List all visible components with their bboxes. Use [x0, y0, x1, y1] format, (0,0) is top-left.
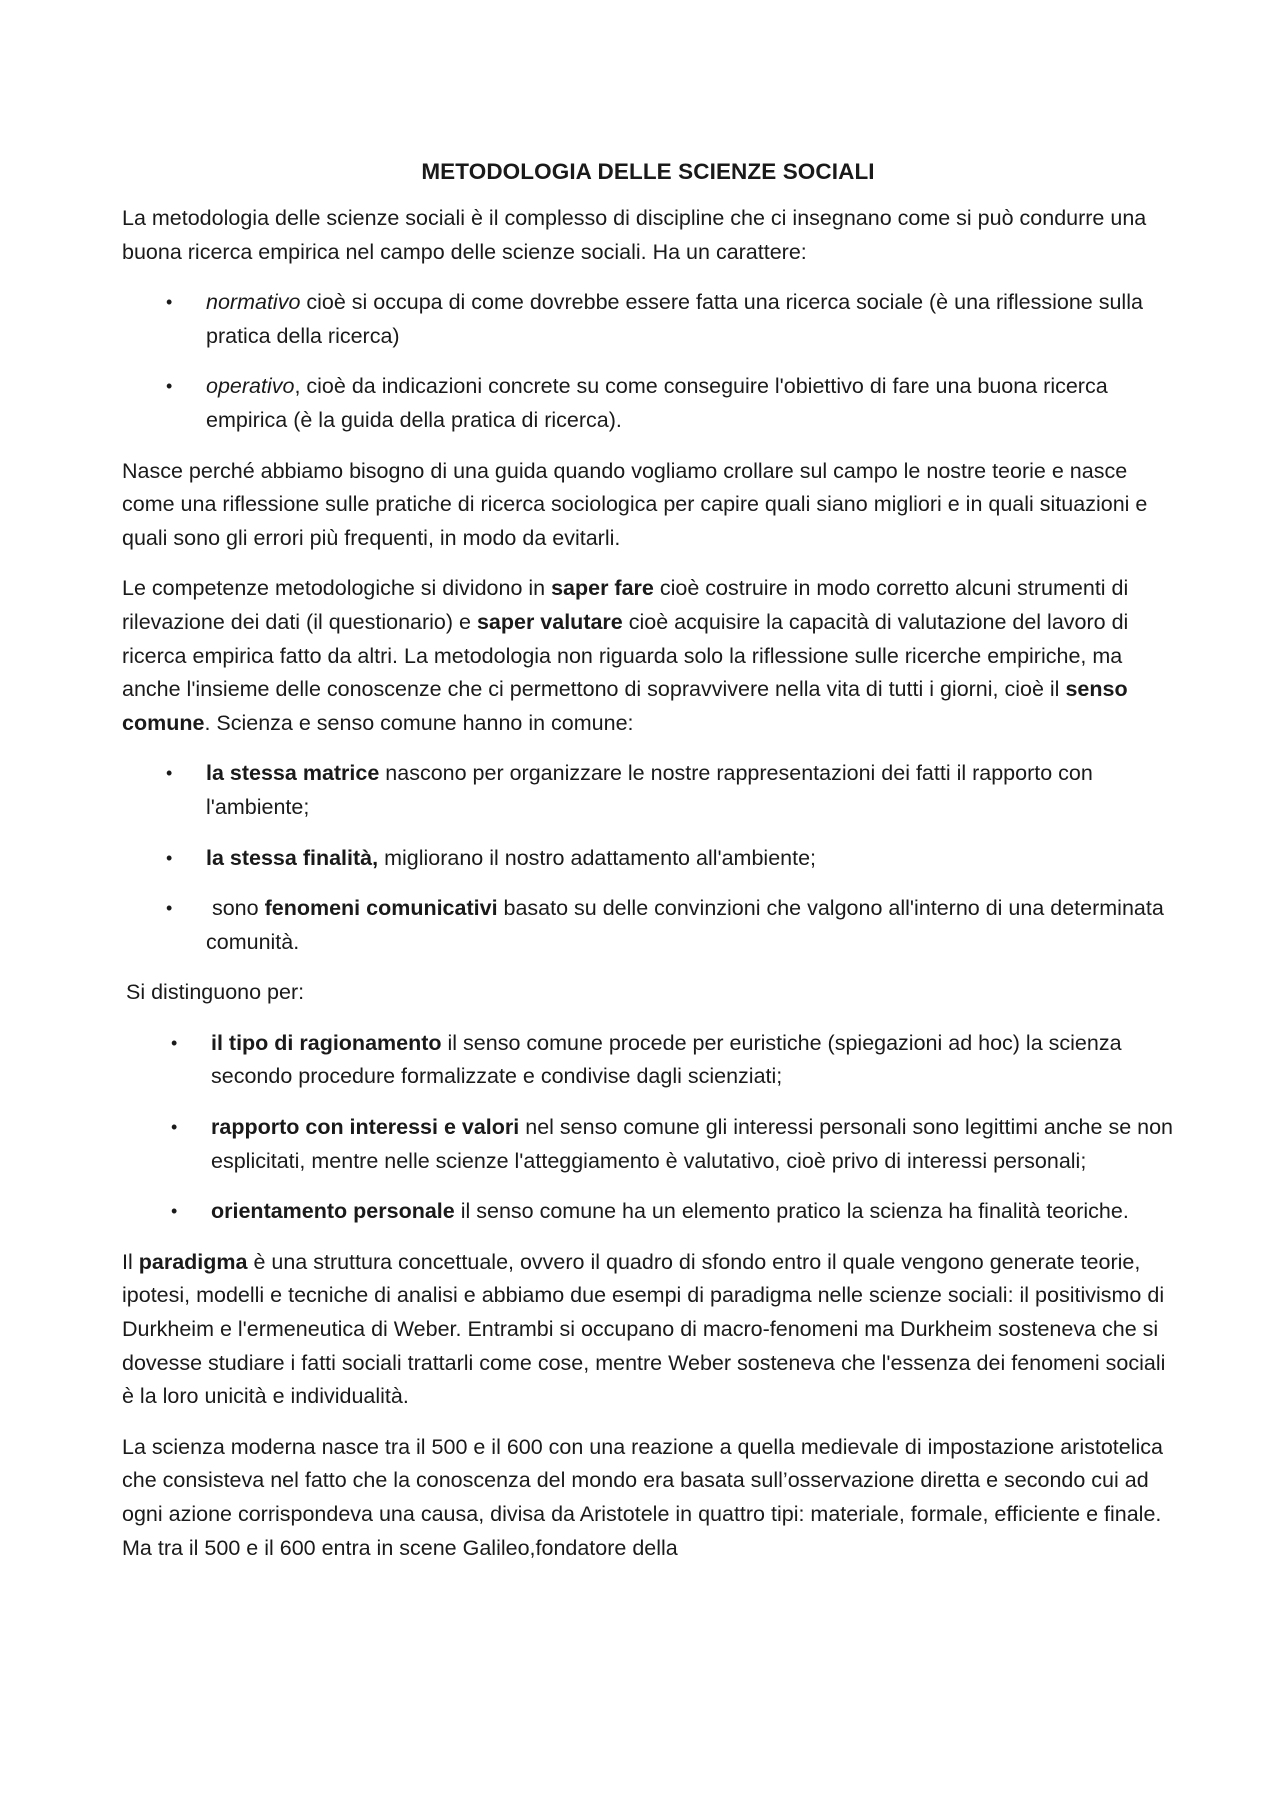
list-text: il senso comune procede per euristiche (spiegazioni ad hoc) la scienza secondo procedure formalizzate e condivise dagli scienziati;	[211, 1030, 1122, 1089]
text-run: . Scienza e senso comune hanno in comune:	[204, 710, 634, 735]
list-text: nel senso comune gli interessi personali sono legittimi anche se non esplicitati, mentre nelle scienze l'atteggiamento è valutativo, cioè privo di interessi personali;	[211, 1115, 1173, 1173]
list-item	[122, 1027, 1174, 1094]
bold-term: senso comune	[122, 677, 1128, 735]
bullet-icon: •	[166, 847, 173, 868]
text-run: cioè costruire in modo corretto alcuni strumenti di rilevazione dei dati (il questionario) e	[122, 576, 1129, 634]
bullet-icon: •	[166, 376, 173, 397]
common-traits-list	[122, 757, 1174, 959]
page-title: METODOLOGIA DELLE SCIENZE SOCIALI	[421, 159, 875, 184]
list-term: orientamento personale	[211, 1199, 455, 1224]
list-item	[122, 757, 1174, 824]
list-pre: sono	[206, 896, 265, 921]
list-item	[122, 1111, 1174, 1178]
distinction-intro: Si distinguono per:	[126, 980, 305, 1005]
list-term: rapporto con interessi e valori	[211, 1115, 520, 1140]
list-term: il tipo di ragionamento	[211, 1030, 442, 1055]
text-run: Le competenze metodologiche si dividono in	[122, 576, 552, 601]
text-run: è una struttura concettuale, ovvero il quadro di sfondo entro il quale vengono generate teorie, ipotesi, modelli e tecniche di analisi e abbiamo due esempi di paradigma nelle scienze sociali: il positivismo di Durkheim e l'ermeneutica di Weber. Entrambi si occupano di macro-fenomeni ma Durkheim sosteneva che si dovesse studiare i fatti sociali trattarli come cose, mentre Weber sosteneva che l'essenza dei fenomeni sociali è la loro unicità e individualità.	[122, 1249, 1166, 1409]
bullet-icon: •	[171, 1201, 178, 1222]
bullet-icon: •	[166, 898, 173, 919]
list-item	[122, 1195, 1174, 1229]
list-term: operativo	[206, 374, 295, 399]
text-run: cioè acquisire la capacità di valutazione del lavoro di ricerca empirica fatto da altri. La metodologia non riguarda solo la riflessione sulle ricerche empiriche, ma anche l'insieme delle conoscenze che ci permettono di sopravvivere nella vita di tutti i giorni, cioè il	[122, 609, 1129, 702]
bullet-icon: •	[171, 1117, 178, 1138]
paradigm-paragraph	[122, 1246, 1174, 1414]
text-run: Il	[122, 1249, 139, 1274]
document-body	[122, 154, 1174, 1582]
modern-science-paragraph: La scienza moderna nasce tra il 500 e il 600 con una reazione a quella medievale di impostazione aristotelica che consisteva nel fatto che la conoscenza del mondo era basata sull’osservazione diretta e secondo cui ad ogni azione corrispondeva una causa, divisa da Aristotele in quattro tipi: materiale, formale, efficiente e finale. Ma tra il 500 e il 600 entra in scene Galileo,fondatore della	[122, 1434, 1163, 1560]
list-text: il senso comune ha un elemento pratico la scienza ha finalità teoriche.	[454, 1199, 1129, 1224]
list-term: la stessa matrice	[206, 761, 380, 786]
bold-term: paradigma	[138, 1249, 248, 1274]
list-text: , cioè da indicazioni concrete su come conseguire l'obiettivo di fare una buona ricerca empirica (è la guida della pratica di ricerca).	[206, 374, 1108, 432]
competences-paragraph	[122, 572, 1174, 740]
list-text: migliorano il nostro adattamento all'ambiente;	[378, 845, 817, 870]
origin-paragraph: Nasce perché abbiamo bisogno di una guida quando vogliamo crollare sul campo le nostre teorie e nasce come una riflessione sulle pratiche di ricerca sociologica per capire quali siano migliori e in quali situazioni e quali sono gli errori più frequenti, in modo da evitarli.	[122, 458, 1148, 550]
distinctions-list	[122, 1027, 1174, 1229]
bullet-icon: •	[166, 763, 173, 784]
intro-paragraph: La metodologia delle scienze sociali è il complesso di discipline che ci insegnano come si può condurre una buona ricerca empirica nel campo delle scienze sociali. Ha un carattere:	[122, 206, 1147, 264]
list-text: basato su delle convinzioni che valgono all'interno di una determinata comunità.	[206, 896, 1164, 954]
list-term: fenomeni comunicativi	[264, 896, 498, 921]
list-term: la stessa finalità,	[206, 845, 379, 870]
list-item	[122, 842, 1174, 876]
list-item	[122, 370, 1174, 437]
list-text: cioè si occupa di come dovrebbe essere fatta una ricerca sociale (è una riflessione sulla pratica della ricerca)	[206, 290, 1143, 348]
character-list	[122, 286, 1174, 437]
list-term: normativo	[206, 290, 301, 315]
bold-term: saper valutare	[476, 609, 623, 634]
bold-term: saper fare	[551, 576, 654, 601]
list-item	[122, 286, 1174, 353]
bullet-icon: •	[166, 292, 173, 313]
list-item	[122, 892, 1174, 959]
list-text: nascono per organizzare le nostre rappresentazioni dei fatti il rapporto con l'ambiente;	[206, 761, 1093, 819]
bullet-icon: •	[171, 1032, 178, 1053]
